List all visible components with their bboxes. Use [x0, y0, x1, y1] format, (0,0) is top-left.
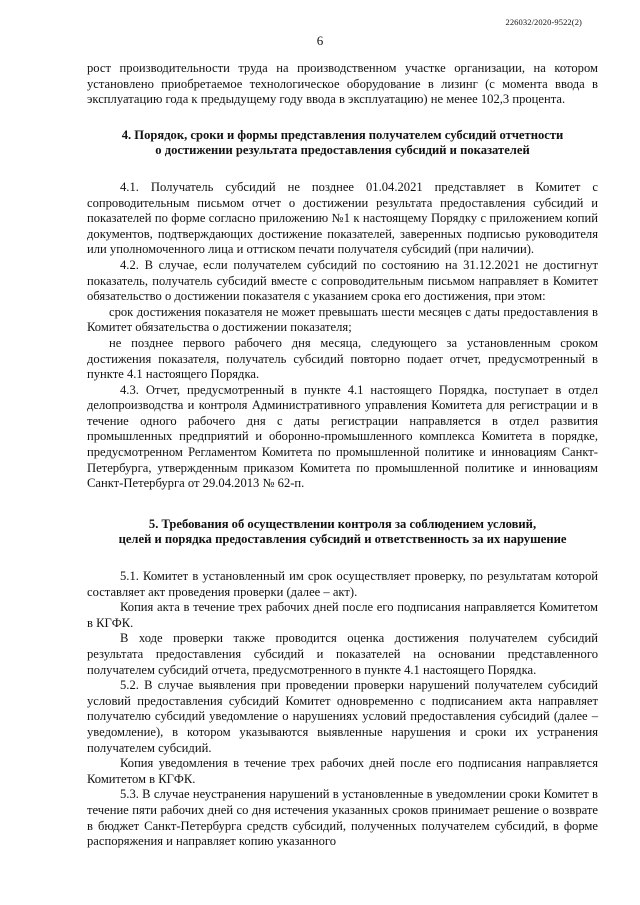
- paragraph-5-1: 5.1. Комитет в установленный им срок осуществляет проверку, по результатам которой составляет акт проведения проверки (далее – акт).: [87, 569, 598, 599]
- section-5-heading: [87, 517, 598, 548]
- section-5-heading-line2: целей и порядка предоставления субсидий и ответственность за их нарушение: [118, 532, 567, 547]
- paragraph-4-3: 4.3. Отчет, предусмотренный в пункте 4.1 настоящего Порядка, поступает в отдел делопроизводства и контроля Административного управления Комитета для регистрации и в течение одного рабочего дня с даты регистрации направляется в отдел развития промышленных предприятий и оборонно-промышленного комплекса Комитета в порядке, предусмотренном Регламентом Комитета по промышленной политике и инновациям Санкт-Петербурга, утвержденным приказом Комитета по промышленной политике и инновациям Санкт-Петербурга от 29.04.2013 № 62-п.: [87, 382, 598, 491]
- section-4-heading-line2: о достижении результата предоставления субсидий и показателей: [155, 143, 530, 158]
- document-number: 226032/2020-9522(2): [505, 17, 582, 27]
- section-5-heading-line1: 5. Требования об осуществлении контроля за соблюдением условий,: [148, 516, 537, 531]
- paragraph-5-2-copy: Копия уведомления в течение трех рабочих дней после его подписания направляется Комитетом в КГФК.: [87, 756, 598, 786]
- page-number: 6: [316, 33, 324, 48]
- section-4-heading-line1: 4. Порядок, сроки и формы представления получателем субсидий отчетности: [121, 127, 564, 142]
- paragraph-5-1-assessment: В ходе проверки также проводится оценка достижения получателем субсидий результата предоставления субсидий и показателей на основании представленного получателем субсидий отчета, предусмотренного в пункте 4.1 настоящего Порядка.: [87, 631, 598, 677]
- intro-paragraph: рост производительности труда на производственном участке организации, на котором установлено приобретаемое технологическое оборудование в лизинг (с момента ввода в эксплуатацию года к предыдущему году ввода в эксплуатацию) не менее 102,3 процента.: [87, 61, 598, 107]
- paragraph-4-2: 4.2. В случае, если получателем субсидий по состоянию на 31.12.2021 не достигнут показатель, получатель субсидий вместе с сопроводительным письмом направляет в Комитет обязательство о достижении показателя с указанием срока его достижения, при этом:: [87, 257, 598, 304]
- section-4-heading: [87, 128, 598, 159]
- paragraph-4-2-item-1: срок достижения показателя не может превышать шести месяцев с даты предоставления в Комитет обязательства о достижении показателя;: [87, 304, 598, 335]
- document-body: [87, 61, 598, 850]
- paragraph-5-3: 5.3. В случае неустранения нарушений в установленные в уведомлении сроки Комитет в течение пяти рабочих дней со дня истечения указанных сроков принимает решение о возврате в бюджет Санкт-Петербурга средств субсидий, полученных получателем субсидий, в форме распоряжения и направляет копию указанного: [87, 787, 598, 849]
- paragraph-5-2: 5.2. В случае выявления при проведении проверки нарушений получателем субсидий условий предоставления субсидий Комитет одновременно с подписанием акта направляет получателю субсидий уведомление о нарушениях условий предоставления субсидий (далее – уведомление), в котором указываются выявленные нарушения и сроки их устранения получателем субсидий.: [87, 678, 598, 755]
- paragraph-4-1: 4.1. Получатель субсидий не позднее 01.04.2021 представляет в Комитет с сопроводительным письмом отчет о достижении результата предоставления субсидий и показателей по форме согласно приложению №1 к настоящему Порядку с приложением копий документов, подтверждающих достижение показателей, заверенных подписью руководителя или уполномоченного лица и оттиском печати получателя субсидий (при наличии).: [87, 179, 598, 257]
- paragraph-5-1-copy: Копия акта в течение трех рабочих дней после его подписания направляется Комитетом в КГФК.: [87, 600, 598, 630]
- paragraph-4-2-item-2: не позднее первого рабочего дня месяца, следующего за установленным сроком достижения показателя, получатель субсидий повторно подает отчет, предусмотренный в пункте 4.1 настоящего Порядка.: [87, 335, 598, 382]
